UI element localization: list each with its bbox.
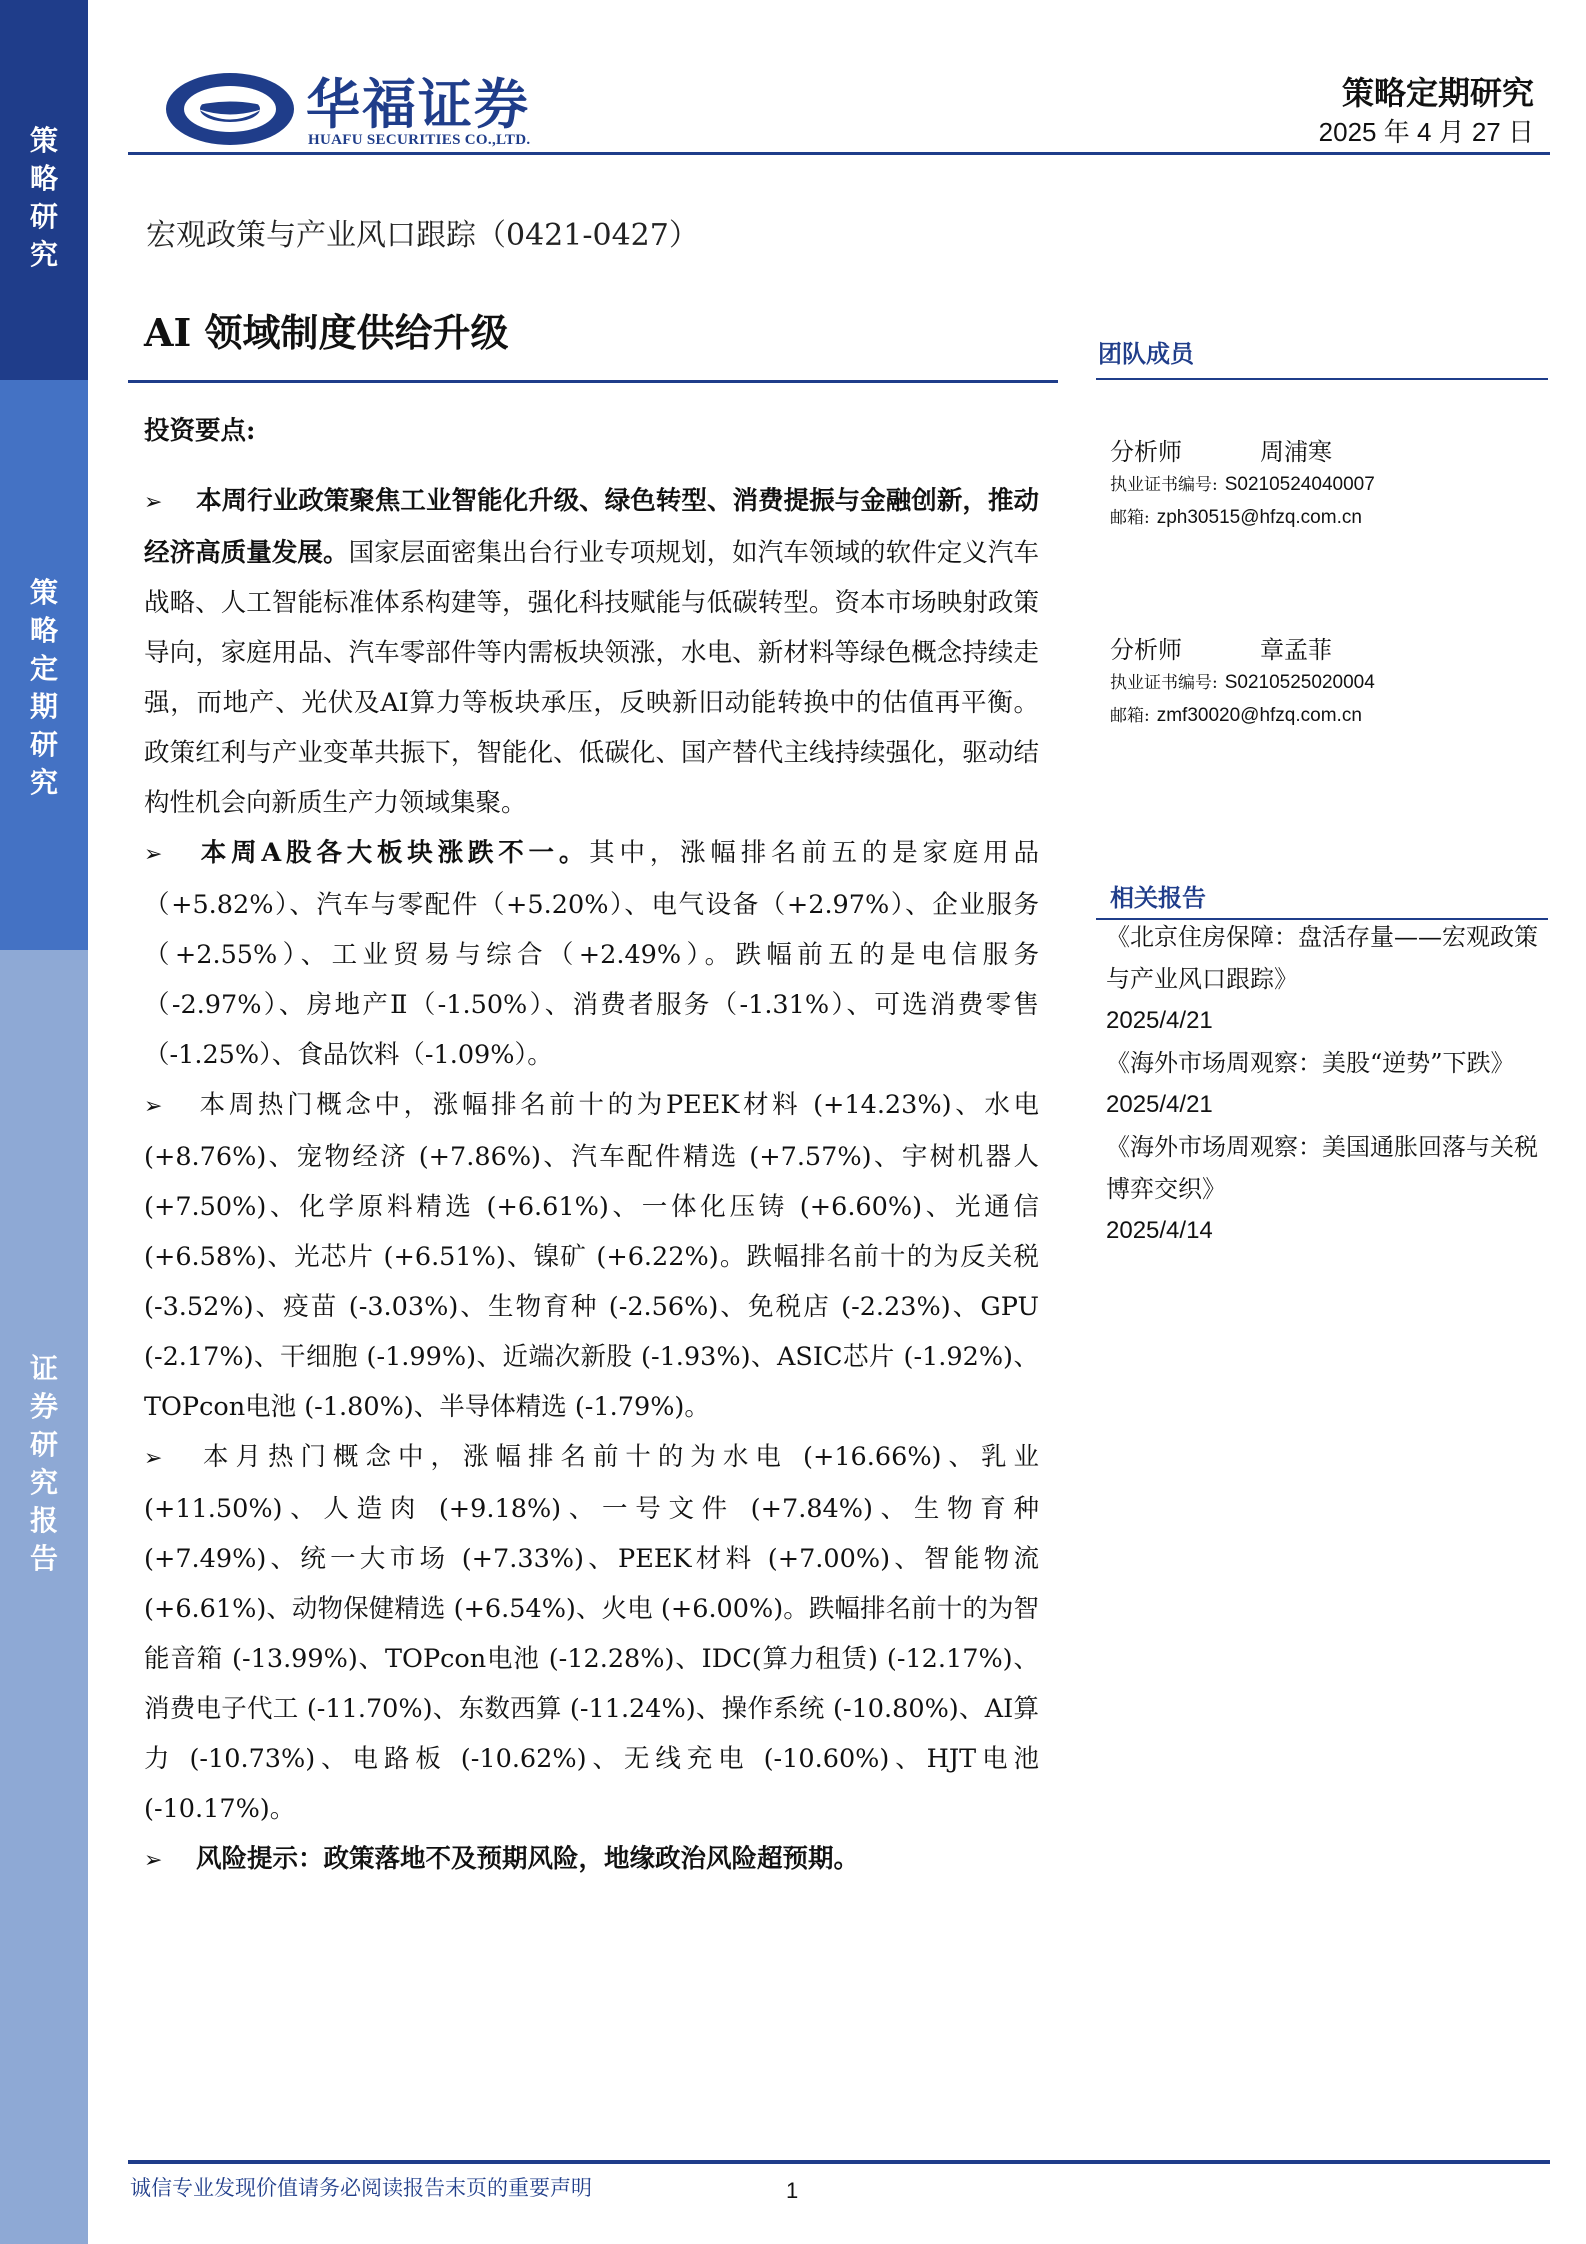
analyst-name: 周浦寒 — [1260, 438, 1332, 466]
related-report-date: 2025/4/21 — [1106, 1007, 1213, 1034]
team-heading: 团队成员 — [1098, 339, 1194, 368]
brand-name-cn: 华福证券 — [306, 73, 530, 136]
sidebar-section-periodic — [0, 380, 88, 950]
analyst-role: 分析师 — [1110, 636, 1182, 664]
sidebar-label: 策略研究 — [29, 124, 58, 271]
sidebar-section-report — [0, 950, 88, 2244]
cert-label: 执业证书编号: — [1110, 475, 1218, 495]
team-divider — [1096, 378, 1548, 380]
bullet-text: 其中，涨幅排名前五的是家庭用品（+5.82%）、汽车与零配件（+5.20%）、电气设备（+2.97%）、企业服务（+2.55%）、工业贸易与综合（+2.49%）。跌幅前五的是电信服务（-2.97%）、房地产Ⅱ（-1.50%）、消费者服务（-1.31%）、可选消费零售（-1.25%）、食品饮料（-1.09%）。 — [144, 838, 1039, 1070]
arrow-bullet-icon: ➢ — [144, 1446, 163, 1471]
analyst-role: 分析师 — [1110, 438, 1182, 466]
cert-number: S0210524040007 — [1224, 474, 1375, 495]
related-report-title[interactable]: 《海外市场周观察：美股“逆势”下跌》 — [1106, 1049, 1515, 1077]
section-heading: 投资要点: — [144, 416, 256, 446]
bullet-point — [144, 828, 1039, 1080]
email-label: 邮箱: — [1110, 508, 1150, 528]
report-date: 2025 年 4 月 27 日 — [1318, 117, 1534, 147]
related-reports-list — [1106, 916, 1546, 1252]
bullet-bold: 风险提示：政策落地不及预期风险，地缘政治风险超预期。 — [196, 1844, 860, 1874]
arrow-bullet-icon: ➢ — [144, 1848, 163, 1873]
analyst-card — [1110, 436, 1410, 534]
analyst-card — [1110, 634, 1410, 732]
footer-divider — [128, 2160, 1550, 2164]
arrow-bullet-icon: ➢ — [144, 490, 163, 515]
page-number: 1 — [786, 2178, 799, 2203]
bullet-text: 本周热门概念中，涨幅排名前十的为PEEK材料 (+14.23%)、水电 (+8.76%)、宠物经济 (+7.86%)、汽车配件精选 (+7.57%)、宇树机器人 (+7.50%)、化学原料精选 (+6.61%)、一体化压铸 (+6.60%)、光通信 (+6.58%)、光芯片 (+6.51%)、镍矿 (+6.22%)。跌幅排名前十的为反关税 (-3.52%)、疫苗 (-3.03%)、生物育种 (-2.56%)、免税店 (-2.23%)、GPU (-2.17%)、干细胞 (-1.99%)、近端次新股 (-1.93%)、ASIC芯片 (-1.92%)、TOPcon电池 (-1.80%)、半导体精选 (-1.79%)。 — [144, 1090, 1039, 1422]
sidebar-label: 证券研究报告 — [29, 1352, 58, 1575]
cert-number: S0210525020004 — [1224, 672, 1375, 693]
bullet-text: 本月热门概念中，涨幅排名前十的为水电 (+16.66%)、乳业 (+11.50%)、人造肉 (+9.18%)、一号文件 (+7.84%)、生物育种 (+7.49%)、统一大市场 (+7.33%)、PEEK材料 (+7.00%)、智能物流 (+6.61%)、动物保健精选 (+6.54%)、火电 (+6.00%)。跌幅排名前十的为智能音箱 (-13.99%)、TOPcon电池 (-12.28%)、IDC(算力租赁) (-12.17%)、消费电子代工 (-11.70%)、东数西算 (-11.24%)、操作系统 (-10.80%)、AI算力 (-10.73%)、电路板 (-10.62%)、无线充电 (-10.60%)、HJT电池 (-10.17%)。 — [144, 1442, 1039, 1824]
report-subtitle: 宏观政策与产业风口跟踪（0421-0427） — [146, 218, 699, 253]
email-label: 邮箱: — [1110, 706, 1150, 726]
header-divider — [128, 152, 1550, 155]
report-title: AI 领域制度供给升级 — [144, 310, 509, 355]
investment-highlights — [144, 406, 1039, 1886]
related-report-date: 2025/4/21 — [1106, 1091, 1213, 1118]
bullet-point — [144, 1080, 1039, 1432]
arrow-bullet-icon: ➢ — [144, 842, 163, 867]
arrow-bullet-icon: ➢ — [144, 1094, 163, 1119]
related-report-title[interactable]: 《海外市场周观察：美国通胀回落与关税博弈交织》 — [1106, 1133, 1538, 1203]
bullet-text: 国家层面密集出台行业专项规划，如汽车领域的软件定义汽车战略、人工智能标准体系构建等，强化科技赋能与低碳转型。资本市场映射政策导向，家庭用品、汽车零部件等内需板块领涨，水电、新材料等绿色概念持续走强，而地产、光伏及AI算力等板块承压，反映新旧动能转换中的估值再平衡。政策红利与产业变革共振下，智能化、低碳化、国产替代主线持续强化，驱动结构性机会向新质生产力领域集聚。 — [144, 538, 1039, 818]
brand-name-en: HUAFU SECURITIES CO.,LTD. — [308, 132, 531, 148]
bullet-point — [144, 1432, 1039, 1834]
bullet-point — [144, 476, 1039, 828]
bullet-bold: 本周行业政策聚焦工业智能化升级、绿色转型、消费提振与金融创新，推动经济高质量发展。 — [144, 486, 1039, 568]
analyst-name: 章孟菲 — [1260, 636, 1332, 664]
footer-disclaimer: 诚信专业发现价值请务必阅读报告末页的重要声明 — [130, 2176, 592, 2200]
email-link[interactable]: zmf30020@hfzq.com.cn — [1156, 705, 1362, 726]
sidebar-section-strategy — [0, 0, 88, 380]
related-heading: 相关报告 — [1110, 883, 1206, 912]
bullet-bold: 本周A股各大板块涨跌不一。 — [196, 838, 590, 868]
sidebar-label: 策略定期研究 — [29, 576, 58, 799]
bullet-point — [144, 1834, 1039, 1886]
title-divider — [128, 380, 1058, 383]
related-report-date: 2025/4/14 — [1106, 1217, 1213, 1244]
related-report-title[interactable]: 《北京住房保障：盘活存量——宏观政策与产业风口跟踪》 — [1106, 923, 1538, 993]
cert-label: 执业证书编号: — [1110, 673, 1218, 693]
email-link[interactable]: zph30515@hfzq.com.cn — [1156, 507, 1362, 528]
report-category: 策略定期研究 — [1341, 74, 1534, 112]
